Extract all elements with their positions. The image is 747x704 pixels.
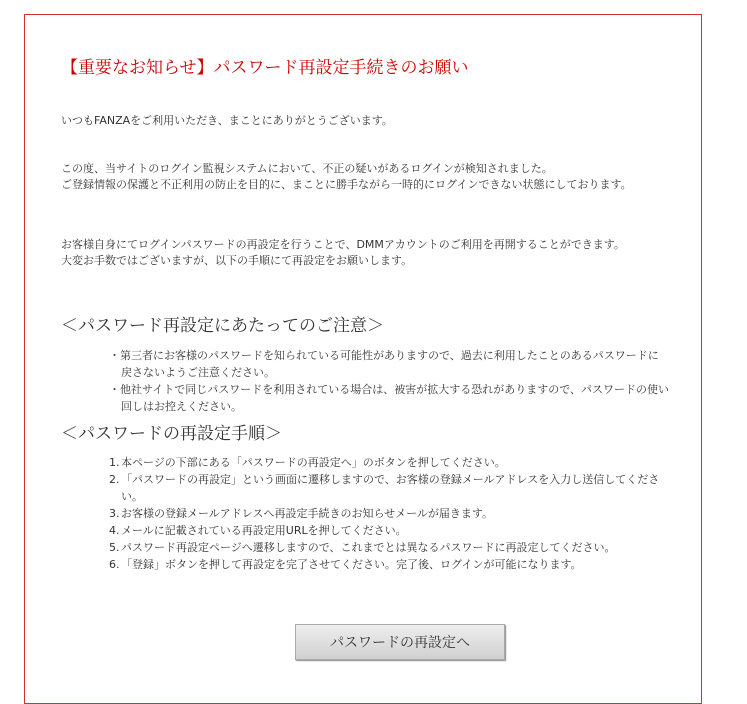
caution-item: ・他社サイトで同じパスワードを利用されている場合は、被害が拡大する恐れがありますので、パスワードの使い回しはお控えください。 — [109, 383, 670, 413]
steps-heading: ＜パスワードの再設定手順＞ — [61, 424, 282, 444]
step-item — [109, 522, 669, 539]
step-number: 3. — [109, 507, 120, 520]
cautions-list — [109, 347, 669, 415]
step-number: 4. — [109, 524, 120, 537]
step-item — [109, 454, 669, 471]
password-reset-button[interactable]: パスワードの再設定へ — [295, 624, 505, 660]
notice-box — [24, 14, 702, 704]
step-number: 6. — [109, 558, 120, 571]
caution-item: ・第三者にお客様のパスワードを知られている可能性がありますので、過去に利用したことのあるパスワードに戻さないようご注意ください。 — [109, 349, 659, 379]
reset-line: 大変お手数ではございますが、以下の手順にて再設定をお願いします。 — [61, 254, 413, 267]
step-text: 「パスワードの再設定」という画面に遷移しますので、お客様の登録メールアドレスを入力し送信してください。 — [121, 473, 660, 503]
reset-line: お客様自身にてログインパスワードの再設定を行うことで、DMMアカウントのご利用を再開することができます。 — [61, 238, 625, 251]
step-text: 本ページの下部にある「パスワードの再設定へ」のボタンを押してください。 — [121, 456, 506, 469]
step-text: パスワード再設定ページへ遷移しますので、これまでとは異なるパスワードに再設定してください。 — [121, 541, 616, 554]
greeting-text: いつもFANZAをご利用いただき、まことにありがとうございます。 — [61, 114, 393, 127]
cautions-heading: ＜パスワード再設定にあたってのご注意＞ — [61, 316, 384, 336]
step-text: お客様の登録メールアドレスへ再設定手続きのお知らせメールが届きます。 — [121, 507, 494, 520]
step-number: 5. — [109, 541, 120, 554]
step-text: メールに記載されている再設定用URLを押してください。 — [121, 524, 407, 537]
step-number: 2. — [109, 473, 120, 486]
page-title: 【重要なお知らせ】パスワード再設定手続きのお願い — [61, 58, 469, 78]
reset-paragraph — [61, 237, 671, 269]
detection-line: この度、当サイトのログイン監視システムにおいて、不正の疑いがあるログインが検知されました。 — [61, 162, 553, 175]
step-number: 1. — [109, 456, 120, 469]
detection-line: ご登録情報の保護と不正利用の防止を目的に、まことに勝手ながら一時的にログインできない状態にしております。 — [61, 178, 632, 191]
step-item — [109, 471, 669, 505]
steps-list — [109, 454, 669, 573]
step-item — [109, 505, 669, 522]
step-text: 「登録」ボタンを押して再設定を完了させてください。完了後、ログインが可能になります。 — [121, 558, 582, 571]
step-item — [109, 539, 669, 556]
detection-paragraph — [61, 161, 671, 193]
step-item — [109, 556, 669, 573]
